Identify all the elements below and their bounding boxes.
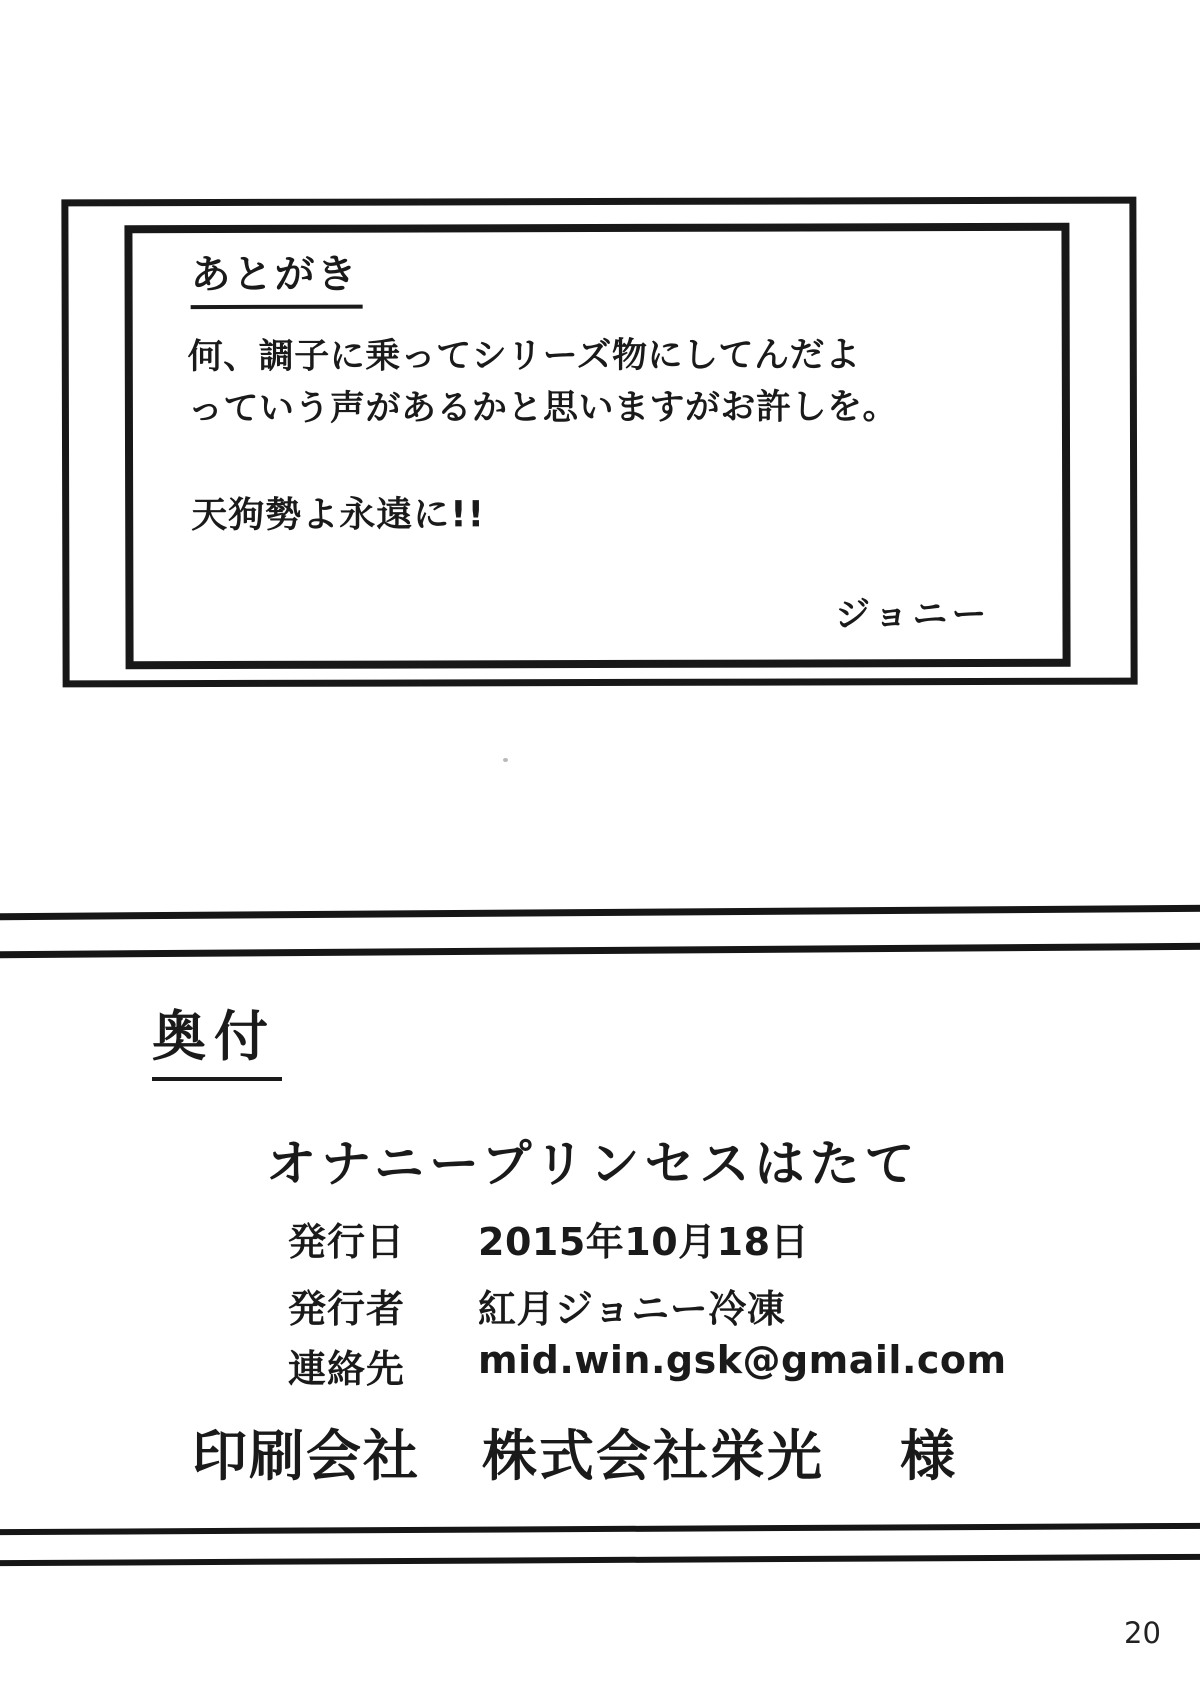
afterword-outer-frame — [61, 197, 1137, 688]
afterword-signature: ジョニー — [835, 594, 991, 636]
printer-label: 印刷会社 — [192, 1424, 421, 1488]
colophon-row — [288, 1211, 809, 1266]
colophon-row-label: 連絡先 — [288, 1347, 406, 1391]
separator-bottom-line-1 — [0, 1523, 1200, 1535]
afterword-body — [188, 329, 898, 435]
colophon-row — [288, 1338, 1007, 1393]
colophon-row-label: 発行者 — [288, 1287, 406, 1331]
separator-bottom-line-2 — [0, 1554, 1200, 1566]
separator-middle-line-1 — [0, 905, 1200, 920]
page-number: 20 — [1124, 1616, 1161, 1650]
printer-company: 株式会社栄光 — [482, 1424, 825, 1488]
scan-speckle — [503, 758, 508, 762]
colophon-heading: 奥付 — [152, 994, 282, 1081]
printer-line — [192, 1412, 957, 1491]
colophon-row-value: 紅月ジョニー冷凍 — [478, 1287, 786, 1331]
afterword-heading: あとがき — [190, 243, 362, 309]
book-title: オナニープリンセスはたて — [266, 1135, 920, 1193]
afterword-body-line: 何、調子に乗ってシリーズ物にしてんだよ — [187, 335, 861, 378]
colophon-row-label: 発行日 — [288, 1220, 406, 1264]
afterword-body-line: っていう声があるかと思いますがお許しを。 — [187, 387, 898, 430]
afterword-slogan: 天狗勢よ永遠に!! — [191, 494, 486, 537]
colophon-row — [288, 1278, 785, 1333]
colophon-row-value: mid.win.gsk@gmail.com — [478, 1338, 1007, 1382]
afterword-inner-frame — [124, 223, 1070, 669]
separator-middle-line-2 — [0, 943, 1200, 958]
colophon-row-value: 2015年10月18日 — [478, 1220, 810, 1264]
printer-honorific: 様 — [900, 1424, 958, 1488]
